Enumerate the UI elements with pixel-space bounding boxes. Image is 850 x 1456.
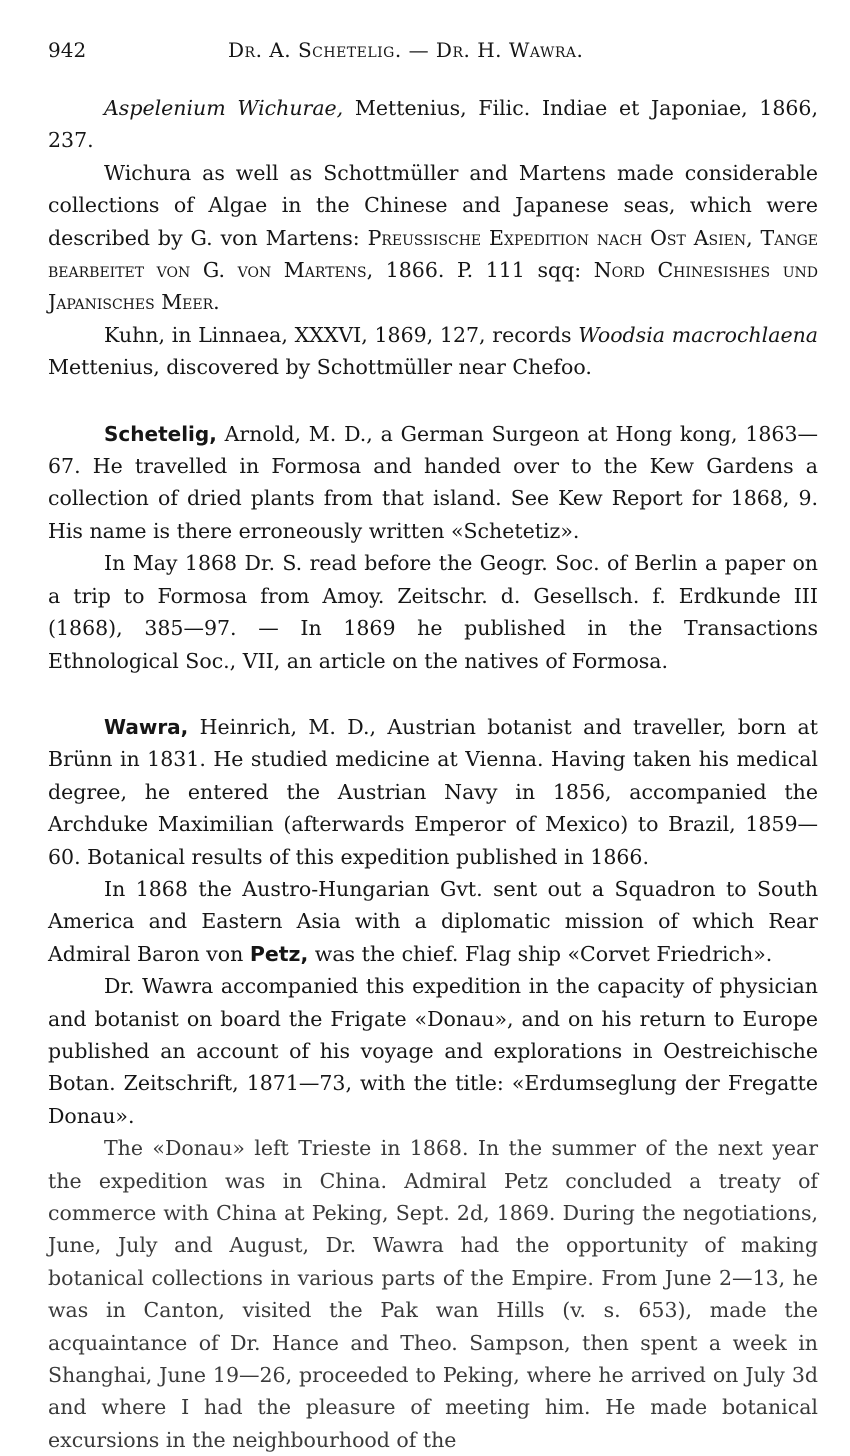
page-header [48, 34, 818, 66]
running-title: Dr. A. Schetelig. — Dr. H. Wawra. [228, 38, 584, 62]
species-name: Woodsia macrochlaena [578, 322, 818, 347]
citation-subtitle: Nord Chinesishes und Japanisches Meer. [48, 258, 818, 315]
entry-schetelig: Schetelig, Arnold, M. D., a German Surgeon at Hong kong, 1863—67. He travelled in Formosa and handed over to the Kew Gardens a collection of dried plants from that island. See Kew Report for 1868, 9. His name is there erroneously written «Schetetiz». [48, 421, 818, 543]
document-page [48, 34, 818, 1456]
paragraph-algae: Wichura as well as Schottmüller and Martens made considerable collections of Algae in the Chinese and Japanese seas, which were described by G. von Martens: Preussische Expedition nach Ost Asien, Tange bearbeitet von G. von Martens, 1866. P. 111 sqq: Nord Chinesishes und Japanisches Meer. [48, 160, 818, 315]
person-name: Petz, [249, 941, 309, 966]
paragraph-aspelenium: Aspelenium Wichurae, Mettenius, Filic. Indiae et Japoniae, 1866, 237. [48, 96, 818, 153]
entry-wawra: Wawra, Heinrich, M. D., Austrian botanist and traveller, born at Brünn in 1831. He studied medicine at Vienna. Having taken his medical degree, he entered the Austrian Navy in 1856, accompanied the Archduke Maximilian (afterwards Emperor of Mexico) to Brazil, 1859—60. Botanical results of this expedition published in 1866. [48, 714, 818, 869]
section-gap [48, 677, 818, 711]
page-number: 942 [48, 38, 87, 62]
entry-heading: Schetelig, [104, 421, 217, 446]
entry-heading: Wawra, [104, 714, 189, 739]
section-gap [48, 384, 818, 418]
citation-title: Preussische Expedition nach Ost Asien, Tange bearbeitet von G. von Martens [48, 225, 818, 283]
paragraph-wawra-china: The «Donau» left Trieste in 1868. In the summer of the next year the expedition was in China. Admiral Petz concluded a treaty of commerce with China at Peking, Sept. 2d, 1869. During the negotiations, June, July and August, Dr. Wawra had the opportunity of making botanical collections in various parts of the Empire. From June 2—13, he was in Canton, visited the Pak wan Hills (v. s. 653), made the acquaintance of Dr. Hance and Theo. Sampson, then spent a week in Shanghai, June 19—26, proceeded to Peking, where he arrived on July 3d and where I had the pleasure of meeting him. He made botanical excursions in the neighbourhood of the [48, 1136, 818, 1452]
paragraph-wawra-donau: Dr. Wawra accompanied this expedition in the capacity of physician and botanist on board the Frigate «Donau», and on his return to Europe published an account of his voyage and explorations in Oestreichische Botan. Zeitschrift, 1871—73, with the title: «Erdumseglung der Fregatte Donau». [48, 974, 818, 1128]
paragraph-kuhn: Kuhn, in Linnaea, XXXVI, 1869, 127, records Woodsia macrochlaena Mettenius, discovered by Schottmüller near Chefoo. [48, 322, 818, 380]
paragraph-wawra-squadron: In 1868 the Austro-Hungarian Gvt. sent out a Squadron to South America and Eastern Asia with a diplomatic mission of which Rear Admiral Baron von Petz, was the chief. Flag ship «Corvet Friedrich». [48, 876, 818, 966]
paragraph-schetelig-formosa: In May 1868 Dr. S. read before the Geogr. Soc. of Berlin a paper on a trip to Formosa from Amoy. Zeitschr. d. Gesellsch. f. Erdkunde III (1868), 385—97. — In 1869 he published in the Transactions Ethnological Soc., VII, an article on the natives of Formosa. [48, 551, 818, 673]
species-name: Aspelenium Wichurae, [104, 96, 344, 120]
